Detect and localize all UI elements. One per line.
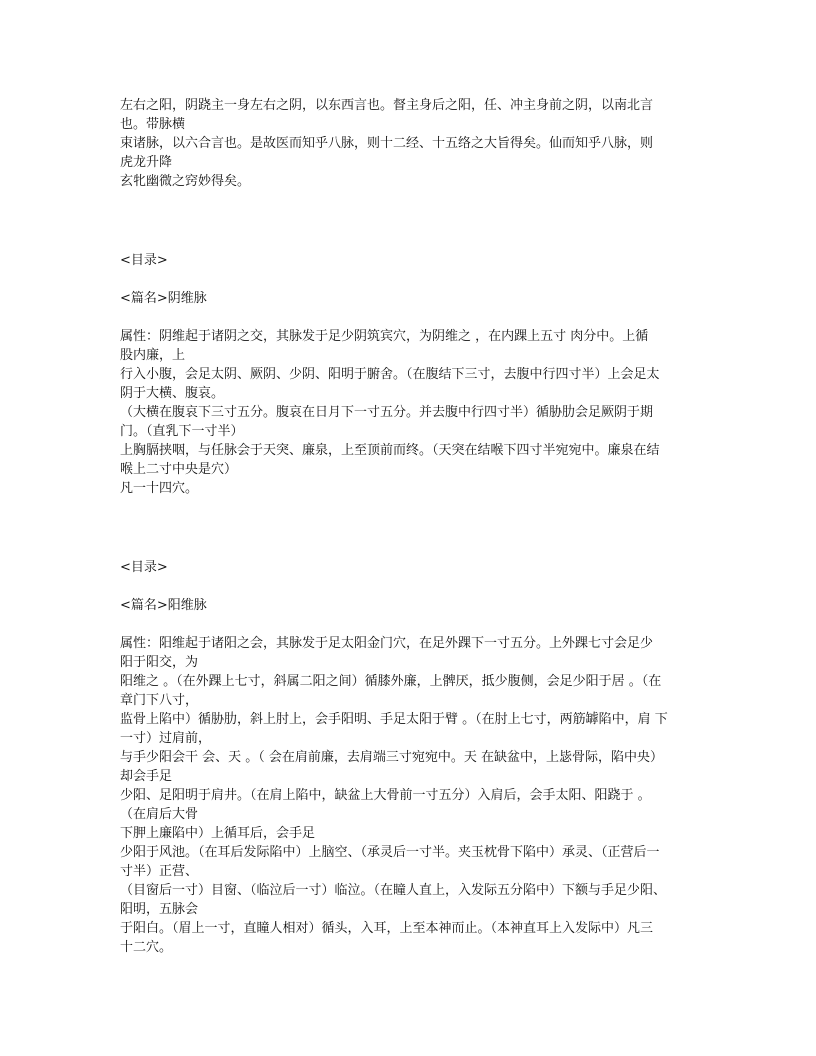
document-page: [120, 96, 696, 957]
text-line: 于阳白。（眉上一寸，直瞳人相对）循头，入耳，上至本神而止。（本神直耳上入发际中）凡三: [120, 921, 654, 936]
text-line: 却会手足: [120, 769, 173, 784]
text-line: 阳于阳交，为: [120, 655, 199, 670]
text-line: 左右之阳，阴跷主一身左右之阴，以东西言也。督主身后之阳，任、冲主身前之阴，以南北言: [120, 98, 654, 113]
toc-link[interactable]: <目录>: [120, 560, 168, 575]
toc-link[interactable]: <目录>: [120, 253, 168, 268]
text-line: 属性：阳维起于诸阳之会，其脉发于足太阳金门穴，在足外踝下一寸五分。上外踝七寸会足少: [120, 636, 654, 651]
text-line: 行入小腹，会足太阴、厥阴、少阴、阳明于腑舍。（在腹结下三寸，去腹中行四寸半）上会足太: [120, 367, 660, 382]
text-line: 阳明，五脉会: [120, 902, 199, 917]
text-line: 属性：阴维起于诸阴之交，其脉发于足少阴筑宾穴，为阴维之 ，在内踝上五寸 肉分中。上循: [120, 329, 649, 344]
text-line: 玄牝幽微之窍妙得矣。: [120, 174, 251, 189]
section-title: <篇名>阳维脉: [120, 598, 207, 613]
text-line: 也。带脉横: [120, 117, 186, 132]
text-line: 上胸膈挟咽，与任脉会于天突、廉泉，上至顶前而终。（天突在结喉下四寸半宛宛中。廉泉在结: [120, 443, 660, 458]
text-line: 虎龙升降: [120, 155, 173, 170]
text-line: 下胛上廉陷中）上循耳后，会手足: [120, 826, 316, 841]
text-line: 阳维之 。（在外踝上七寸，斜属二阳之间）循膝外廉，上髀厌，抵少腹侧，会足少阳于居 。（在: [120, 674, 662, 689]
text-line: （大横在腹哀下三寸五分。腹哀在日月下一寸五分。并去腹中行四寸半）循胁肋会足厥阴于期: [120, 405, 654, 420]
text-line: 寸半）正营、: [120, 864, 199, 879]
text-line: （在肩后大骨: [120, 807, 199, 822]
text-line: 少阳于风池。（在耳后发际陷中）上脑空、（承灵后一寸半。夹玉枕骨下陷中）承灵、（正营后一: [120, 845, 660, 860]
text-line: 凡一十四穴。: [120, 481, 199, 496]
text-line: 一寸）过肩前，: [120, 731, 212, 746]
intro-paragraph: [120, 96, 696, 191]
yinwei-paragraph: [120, 327, 696, 498]
text-line: 章门下八寸，: [120, 693, 199, 708]
section-title: <篇名>阴维脉: [120, 291, 207, 306]
text-line: 股内廉，上: [120, 348, 186, 363]
text-line: 喉上二寸中央是穴）: [120, 462, 238, 477]
text-line: 监骨上陷中）循胁肋，斜上肘上，会手阳明、手足太阳于臂 。（在肘上七寸，两筋罅陷中，肩 下: [120, 712, 668, 727]
text-line: （目窗后一寸）目窗、（临泣后一寸）临泣。（在瞳人直上，入发际五分陷中）下额与手足少阳、: [120, 883, 667, 898]
text-line: 阴于大横、腹哀。: [120, 386, 225, 401]
text-line: 十二穴。: [120, 940, 173, 955]
text-line: 少阳、足阳明于肩井。（在肩上陷中，缺盆上大骨前一寸五分）入肩后，会手太阳、阳跷于 。: [120, 788, 651, 803]
yangwei-paragraph: [120, 634, 696, 957]
text-line: 门。（直乳下一寸半）: [120, 424, 244, 439]
text-line: 束诸脉，以六合言也。是故医而知乎八脉，则十二经、十五络之大旨得矣。仙而知乎八脉，则: [120, 136, 654, 151]
text-line: 与手少阳会干 会、天 。（ 会在肩前廉，去肩端三寸宛宛中。天 在缺盆中，上毖骨际，陷中央）: [120, 750, 664, 765]
